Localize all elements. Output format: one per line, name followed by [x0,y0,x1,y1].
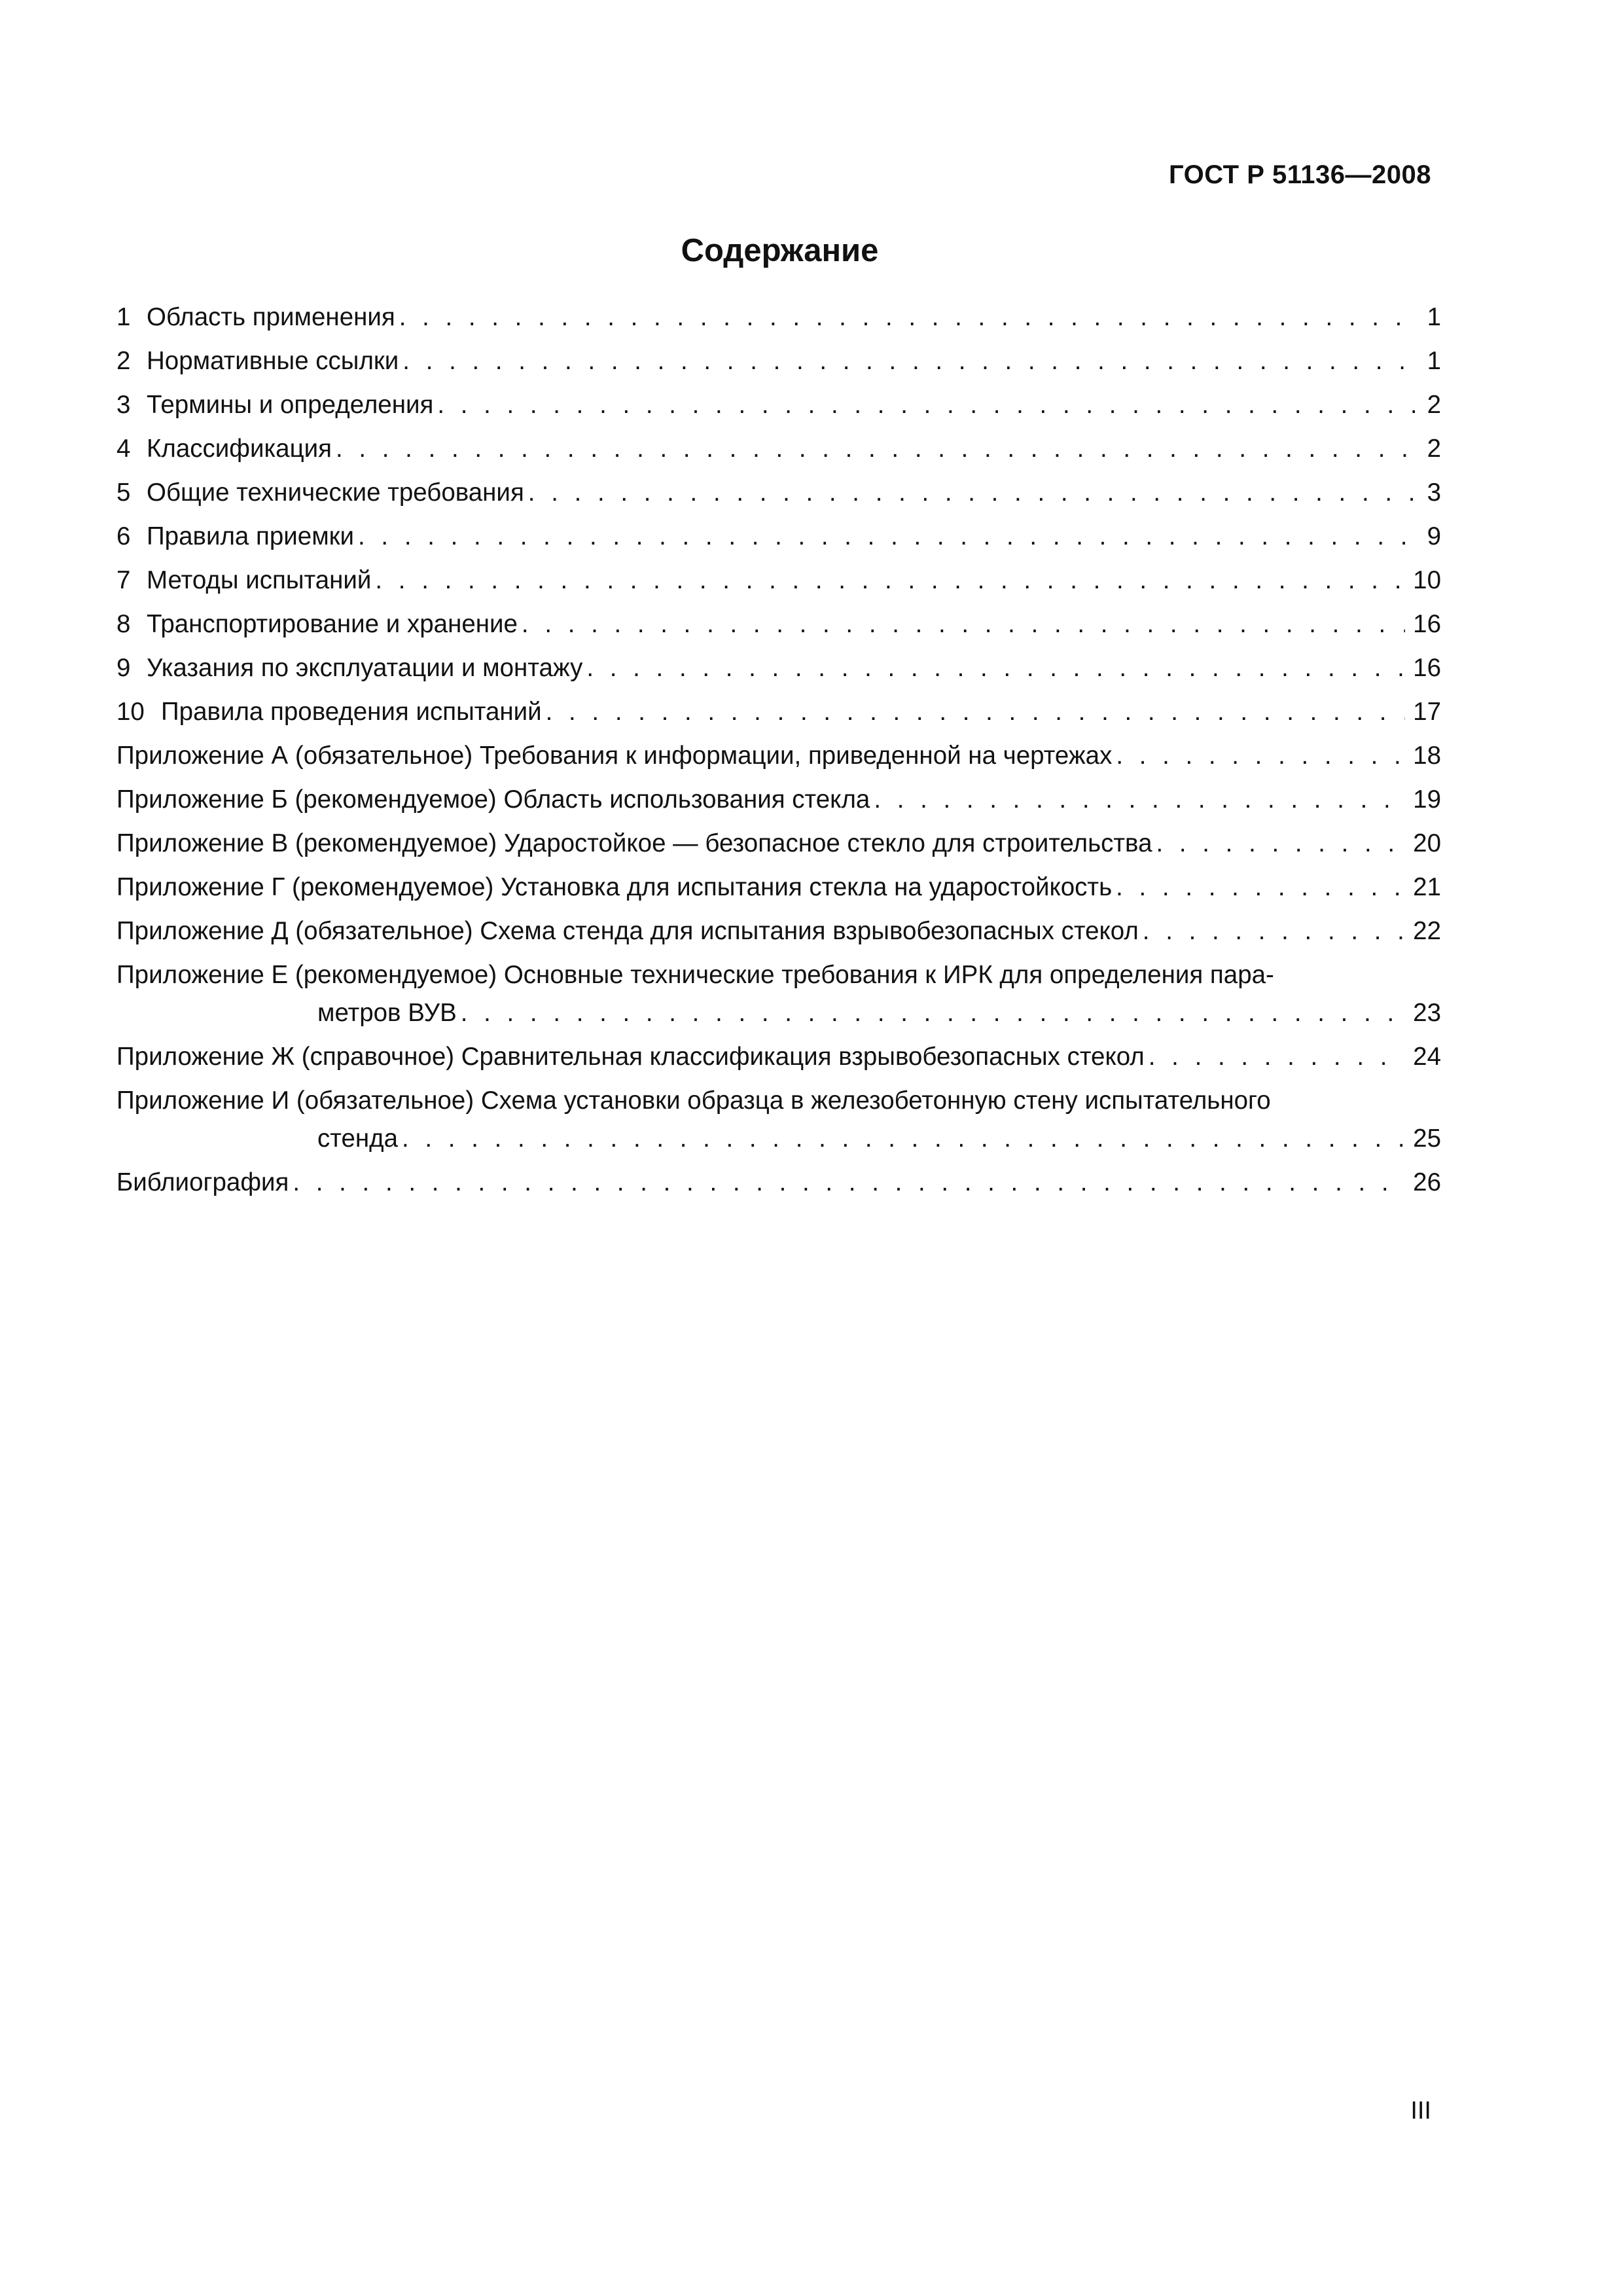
toc-appendix-page: 23 [1405,994,1441,1032]
toc-item[interactable] [116,605,1441,649]
toc-appendix-zh[interactable] [116,1038,1441,1082]
table-of-contents [116,298,1441,1208]
toc-item-page: 1 [1419,298,1441,336]
toc-item-number: 1 [116,303,131,331]
toc-item-title: Правила проведения испытаний [161,698,542,726]
toc-item[interactable] [116,562,1441,605]
toc-appendix-page: 19 [1405,781,1441,819]
toc-appendix-title: Приложение Е (рекомендуемое) Основные технические требования к ИРК для определения пара- [116,961,1274,989]
toc-item[interactable] [116,518,1441,562]
toc-item-page: 1 [1419,342,1441,380]
toc-title: Содержание [681,233,879,268]
toc-appendix-title: Приложение В (рекомендуемое) Ударостойкое — безопасное стекло для строительства . . . [116,829,1156,857]
toc-appendix-title-continued: стенда . . . [317,1124,402,1153]
toc-item-page: 10 [1405,562,1441,600]
toc-item[interactable] [116,430,1441,474]
toc-item[interactable] [116,474,1441,518]
toc-item-page: 16 [1405,605,1441,643]
toc-item-number: 10 [116,698,145,726]
toc-item-number: 4 [116,435,131,463]
toc-appendix-v[interactable] [116,825,1441,869]
toc-item-title: Нормативные ссылки [147,347,399,375]
toc-item-title: Методы испытаний [147,566,372,594]
toc-item-title: Общие технические требования [147,478,524,507]
toc-item-number: 8 [116,610,131,638]
toc-item-number: 6 [116,522,131,550]
toc-appendix-page: 20 [1405,825,1441,863]
page-number: III [1410,2097,1431,2125]
toc-item-title: Классификация [147,435,332,463]
toc-item-title: Правила приемки [147,522,355,550]
toc-appendix-page: 24 [1405,1038,1441,1076]
toc-appendix-title: Приложение Д (обязательное) Схема стенда для испытания взрывобезопасных стекол . . . [116,917,1143,945]
toc-appendix-i[interactable] [116,1082,1441,1158]
toc-item-page: 17 [1405,693,1441,731]
toc-appendix-title: Приложение И (обязательное) Схема установки образца в железобетонную стену испытательного [116,1086,1271,1115]
toc-appendix-page: 25 [1405,1120,1441,1158]
document-code: ГОСТ Р 51136—2008 [1169,160,1431,189]
toc-bibliography-page: 26 [1405,1164,1441,1202]
toc-item-number: 3 [116,391,131,419]
toc-item-title: Транспортирование и хранение [147,610,518,638]
toc-appendix-page: 22 [1405,912,1441,950]
toc-item[interactable] [116,342,1441,386]
toc-item[interactable] [116,386,1441,430]
toc-item-page: 9 [1419,518,1441,556]
toc-appendix-title-continued: метров ВУВ . . . [317,999,461,1027]
toc-appendix-b[interactable] [116,781,1441,825]
toc-item-title: Термины и определения [147,391,434,419]
toc-appendix-page: 18 [1405,737,1441,775]
toc-appendix-title: Приложение Г (рекомендуемое) Установка для испытания стекла на ударостойкость . . . [116,873,1116,901]
toc-appendix-title: Приложение А (обязательное) Требования к информации, приведенной на чертежах . . . [116,742,1116,770]
toc-appendix-g[interactable] [116,869,1441,912]
toc-item[interactable] [116,693,1441,737]
toc-appendix-e[interactable] [116,956,1441,1032]
toc-item-number: 5 [116,478,131,507]
toc-item-page: 2 [1419,386,1441,424]
toc-item[interactable] [116,298,1441,342]
toc-item-number: 7 [116,566,131,594]
toc-item-page: 3 [1419,474,1441,512]
toc-item-title: Область применения [147,303,395,331]
toc-appendix-title: Приложение Ж (справочное) Сравнительная классификация взрывобезопасных стекол . . . [116,1043,1149,1071]
toc-item[interactable] [116,649,1441,693]
toc-appendix-d[interactable] [116,912,1441,956]
toc-appendix-title: Приложение Б (рекомендуемое) Область использования стекла . . . [116,785,874,814]
toc-item-page: 16 [1405,649,1441,687]
toc-item-title: Указания по эксплуатации и монтажу [147,654,583,682]
toc-item-number: 2 [116,347,131,375]
toc-appendix-page: 21 [1405,869,1441,906]
toc-appendix-a[interactable] [116,737,1441,781]
toc-bibliography-title: Библиография . . . [116,1168,293,1196]
toc-item-number: 9 [116,654,131,682]
toc-item-page: 2 [1419,430,1441,468]
toc-bibliography[interactable] [116,1164,1441,1208]
